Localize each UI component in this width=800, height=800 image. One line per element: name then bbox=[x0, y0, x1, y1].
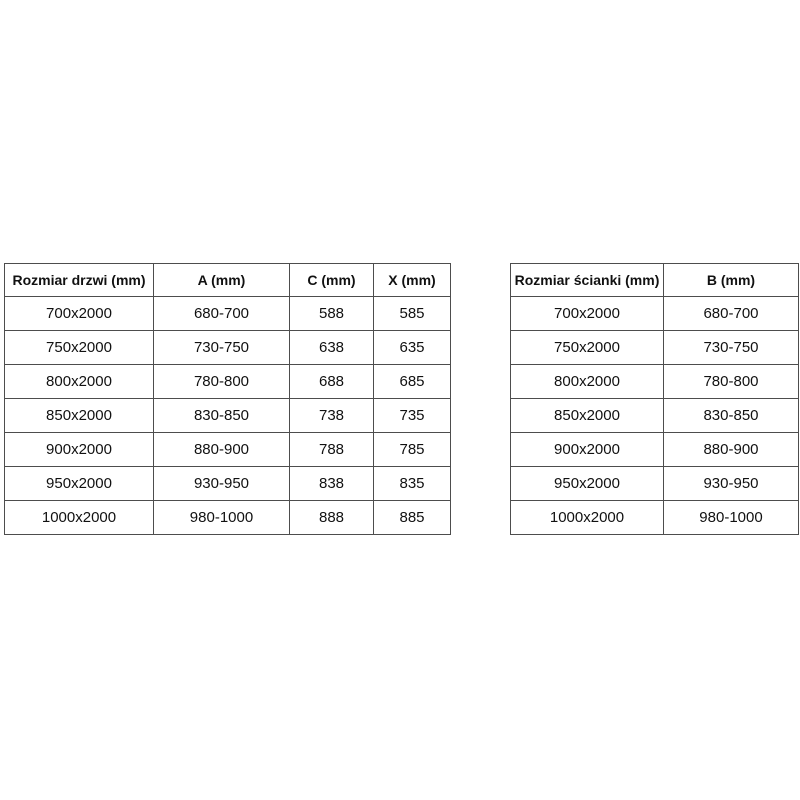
table-cell: 980-1000 bbox=[154, 501, 290, 535]
table-cell: 750x2000 bbox=[5, 331, 154, 365]
table-cell: 735 bbox=[374, 399, 451, 433]
table-cell: 850x2000 bbox=[5, 399, 154, 433]
door-table-header-c: C (mm) bbox=[290, 264, 374, 297]
table-cell: 830-850 bbox=[154, 399, 290, 433]
table-cell: 685 bbox=[374, 365, 451, 399]
table-cell: 880-900 bbox=[154, 433, 290, 467]
table-cell: 980-1000 bbox=[664, 501, 799, 535]
table-cell: 635 bbox=[374, 331, 451, 365]
door-table-header-a: A (mm) bbox=[154, 264, 290, 297]
table-cell: 830-850 bbox=[664, 399, 799, 433]
table-cell: 700x2000 bbox=[5, 297, 154, 331]
table-cell: 888 bbox=[290, 501, 374, 535]
door-table-header-row bbox=[5, 264, 451, 297]
table-cell: 680-700 bbox=[664, 297, 799, 331]
table-cell: 900x2000 bbox=[511, 433, 664, 467]
table-cell: 700x2000 bbox=[511, 297, 664, 331]
table-cell: 850x2000 bbox=[511, 399, 664, 433]
table-cell: 730-750 bbox=[154, 331, 290, 365]
table-row bbox=[5, 399, 451, 433]
table-row bbox=[511, 297, 799, 331]
table-row bbox=[5, 501, 451, 535]
table-cell: 1000x2000 bbox=[511, 501, 664, 535]
door-table-header-size: Rozmiar drzwi (mm) bbox=[5, 264, 154, 297]
table-row bbox=[511, 467, 799, 501]
table-row bbox=[5, 433, 451, 467]
table-cell: 800x2000 bbox=[5, 365, 154, 399]
table-cell: 730-750 bbox=[664, 331, 799, 365]
table-cell: 588 bbox=[290, 297, 374, 331]
table-cell: 1000x2000 bbox=[5, 501, 154, 535]
table-cell: 750x2000 bbox=[511, 331, 664, 365]
table-cell: 880-900 bbox=[664, 433, 799, 467]
table-cell: 930-950 bbox=[154, 467, 290, 501]
table-cell: 930-950 bbox=[664, 467, 799, 501]
table-cell: 638 bbox=[290, 331, 374, 365]
door-table-header-x: X (mm) bbox=[374, 264, 451, 297]
table-cell: 900x2000 bbox=[5, 433, 154, 467]
table-row bbox=[511, 399, 799, 433]
table-row bbox=[5, 331, 451, 365]
table-row bbox=[5, 297, 451, 331]
table-cell: 838 bbox=[290, 467, 374, 501]
table-cell: 680-700 bbox=[154, 297, 290, 331]
table-cell: 950x2000 bbox=[511, 467, 664, 501]
table-row bbox=[5, 365, 451, 399]
table-cell: 780-800 bbox=[154, 365, 290, 399]
table-row bbox=[511, 501, 799, 535]
table-row bbox=[5, 467, 451, 501]
table-cell: 885 bbox=[374, 501, 451, 535]
table-cell: 800x2000 bbox=[511, 365, 664, 399]
wall-table-header-row bbox=[511, 264, 799, 297]
table-cell: 780-800 bbox=[664, 365, 799, 399]
table-cell: 785 bbox=[374, 433, 451, 467]
table-cell: 788 bbox=[290, 433, 374, 467]
table-cell: 738 bbox=[290, 399, 374, 433]
table-row bbox=[511, 331, 799, 365]
table-cell: 585 bbox=[374, 297, 451, 331]
table-cell: 835 bbox=[374, 467, 451, 501]
wall-table-header-b: B (mm) bbox=[664, 264, 799, 297]
table-cell: 688 bbox=[290, 365, 374, 399]
wall-size-table bbox=[510, 263, 799, 535]
table-row bbox=[511, 433, 799, 467]
wall-table-header-size: Rozmiar ścianki (mm) bbox=[511, 264, 664, 297]
door-size-table bbox=[4, 263, 451, 535]
table-cell: 950x2000 bbox=[5, 467, 154, 501]
table-row bbox=[511, 365, 799, 399]
